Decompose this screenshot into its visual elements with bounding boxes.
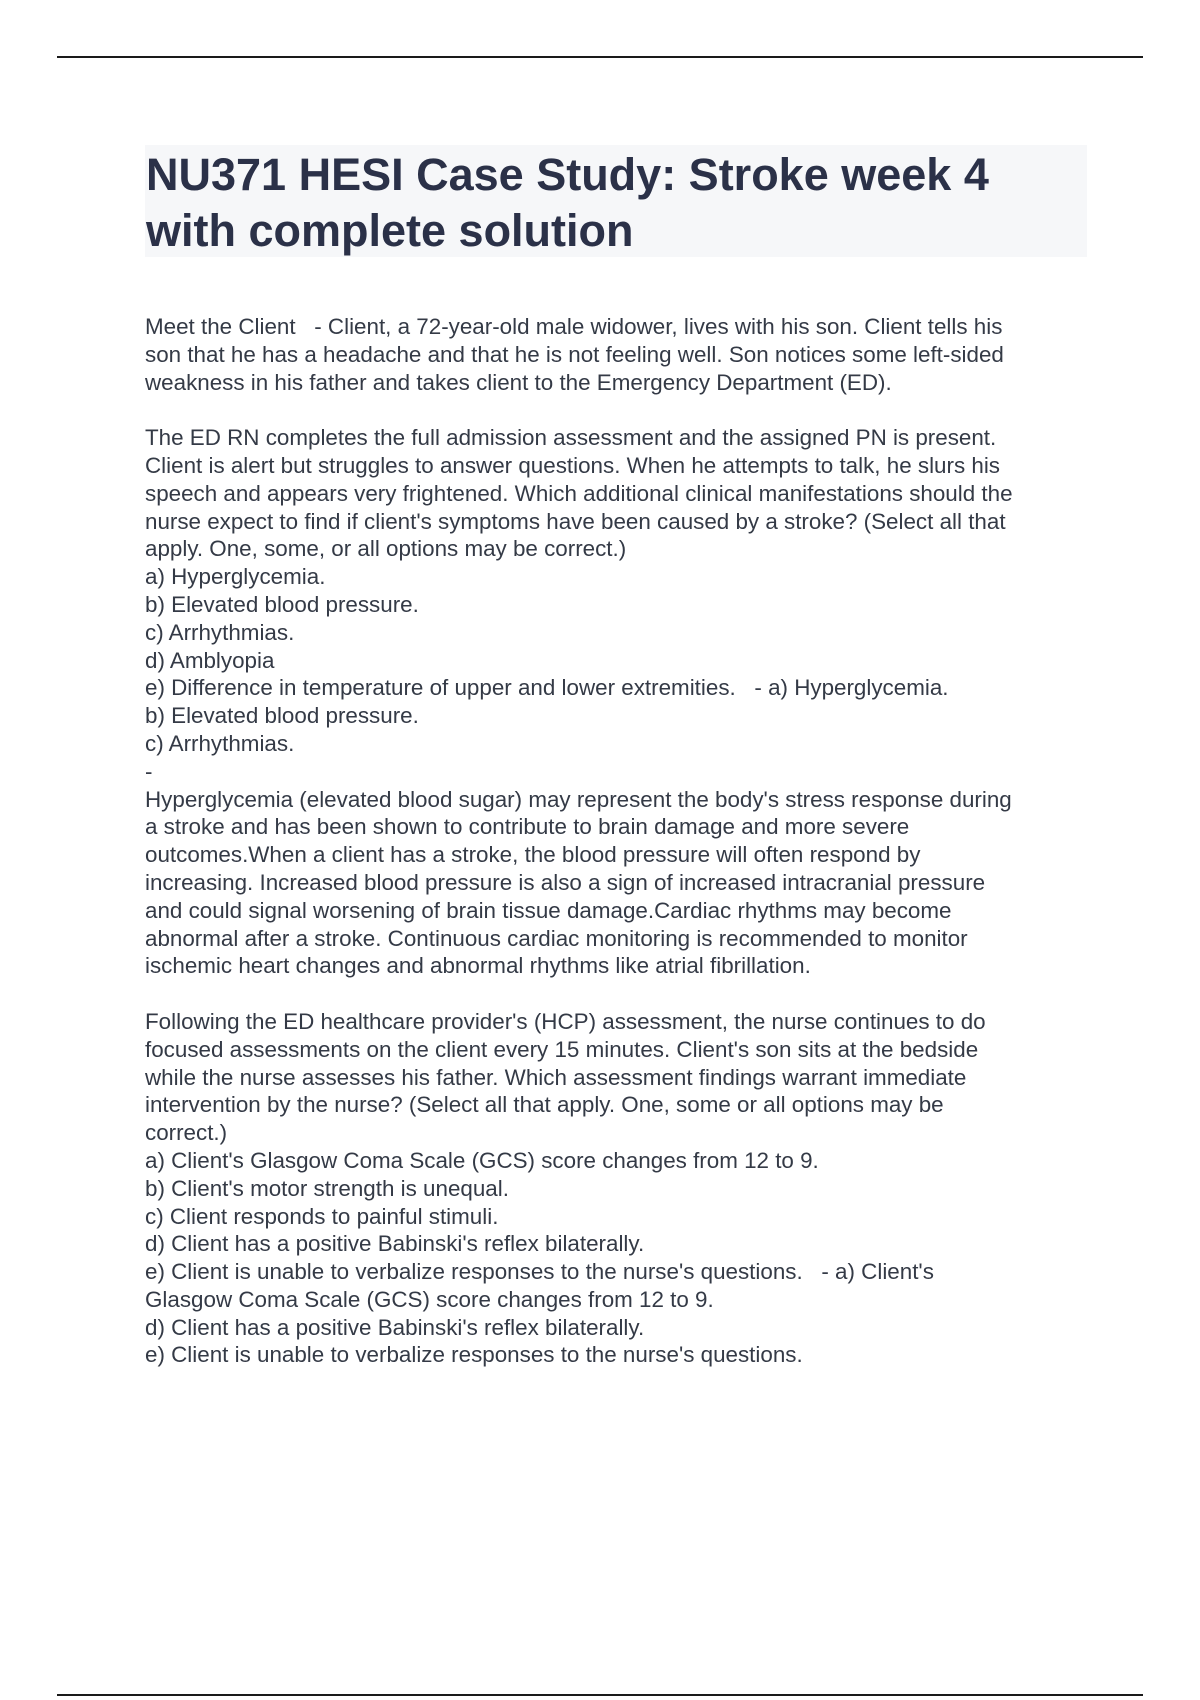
answer-line: c) Arrhythmias. (145, 730, 295, 756)
answer-line: Glasgow Coma Scale (GCS) score changes from 12 to 9. (145, 1286, 714, 1312)
paragraph-gap (145, 980, 1090, 1008)
option-line: a) Client's Glasgow Coma Scale (GCS) score changes from 12 to 9. (145, 1147, 819, 1173)
meet-the-client-paragraph (145, 313, 1090, 396)
option-line: e) Client is unable to verbalize responses to the nurse's questions. - a) Client's (145, 1259, 934, 1285)
answer-line: b) Elevated blood pressure. (145, 703, 419, 729)
option-line: c) Arrhythmias. (145, 619, 295, 645)
text-line: while the nurse assesses his father. Which assessment findings warrant immediate (145, 1064, 967, 1090)
text-line: The ED RN completes the full admission assessment and the assigned PN is present. (145, 425, 997, 451)
rationale-line: ischemic heart changes and abnormal rhythms like atrial fibrillation. (145, 953, 811, 979)
question-1-block (145, 424, 1090, 980)
text-line: weakness in his father and takes client to the Emergency Department (ED). (145, 369, 892, 395)
option-line: a) Hyperglycemia. (145, 564, 326, 590)
text-line: Client is alert but struggles to answer questions. When he attempts to talk, he slurs his (145, 452, 1000, 478)
text-line: focused assessments on the client every 15 minutes. Client's son sits at the bedside (145, 1036, 979, 1062)
separator-line: - (145, 758, 153, 784)
top-rule (57, 56, 1143, 58)
rationale-line: and could signal worsening of brain tissue damage.Cardiac rhythms may become (145, 897, 952, 923)
option-line: b) Elevated blood pressure. (145, 591, 419, 617)
option-line: b) Client's motor strength is unequal. (145, 1175, 509, 1201)
title-line: with complete solution (146, 205, 634, 256)
option-line: d) Amblyopia (145, 647, 275, 673)
rationale-line: abnormal after a stroke. Continuous cardiac monitoring is recommended to monitor (145, 925, 968, 951)
text-line: Following the ED healthcare provider's (HCP) assessment, the nurse continues to do (145, 1008, 986, 1034)
document-title (146, 147, 1076, 259)
text-line: son that he has a headache and that he is not feeling well. Son notices some left-sided (145, 341, 1004, 367)
question-2-block (145, 1008, 1090, 1369)
rationale-line: increasing. Increased blood pressure is also a sign of increased intracranial pressure (145, 869, 986, 895)
answer-line: d) Client has a positive Babinski's reflex bilaterally. (145, 1314, 645, 1340)
option-line: d) Client has a positive Babinski's reflex bilaterally. (145, 1231, 645, 1257)
rationale-line: Hyperglycemia (elevated blood sugar) may represent the body's stress response during (145, 786, 1012, 812)
text-line: correct.) (145, 1120, 228, 1146)
text-line: nurse expect to find if client's symptoms have been caused by a stroke? (Select all that (145, 508, 1006, 534)
text-line: intervention by the nurse? (Select all that apply. One, some or all options may be (145, 1092, 944, 1118)
document-body (145, 313, 1090, 1369)
rationale-line: a stroke and has been shown to contribute to brain damage and more severe (145, 814, 910, 840)
paragraph-gap (145, 396, 1090, 424)
text-line: Meet the Client - Client, a 72-year-old male widower, lives with his son. Client tells his (145, 314, 1003, 339)
rationale-line: outcomes.When a client has a stroke, the blood pressure will often respond by (145, 842, 921, 868)
text-line: speech and appears very frightened. Which additional clinical manifestations should the (145, 480, 1013, 506)
option-line: c) Client responds to painful stimuli. (145, 1203, 499, 1229)
answer-line: e) Client is unable to verbalize responses to the nurse's questions. (145, 1342, 803, 1368)
option-line: e) Difference in temperature of upper and lower extremities. - a) Hyperglycemia. (145, 675, 949, 701)
title-line: NU371 HESI Case Study: Stroke week 4 (146, 149, 989, 200)
text-line: apply. One, some, or all options may be correct.) (145, 536, 627, 562)
bottom-rule (57, 1694, 1143, 1696)
